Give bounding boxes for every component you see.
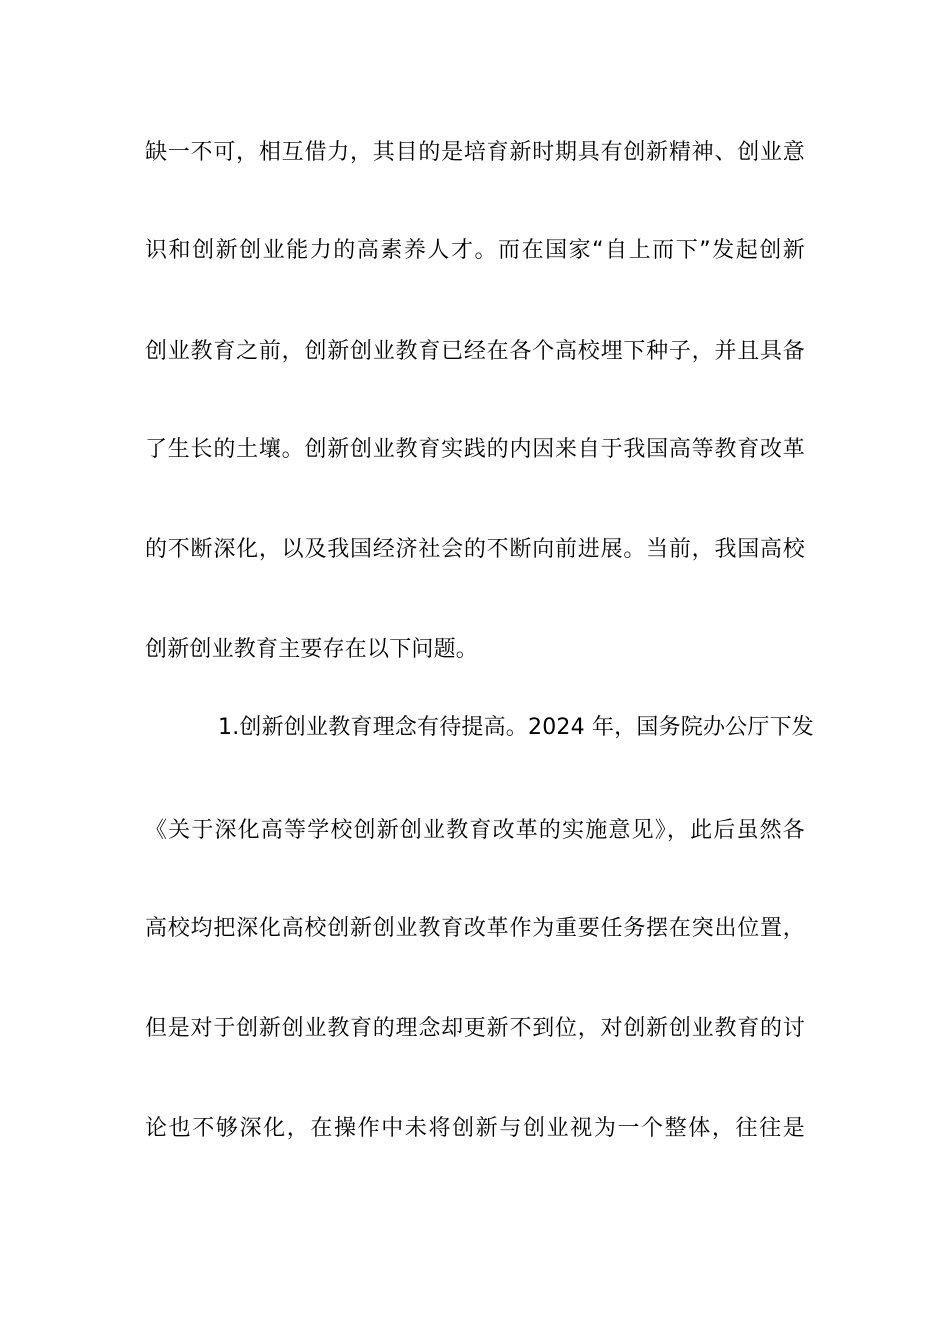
text-line: 的不断深化，以及我国经济社会的不断向前进展。当前，我国高校 (145, 537, 805, 562)
text-line: 识和创新创业能力的高素养人才。而在国家“自上而下”发起创新 (145, 238, 805, 263)
text-line: 创新创业教育主要存在以下问题。 (145, 637, 479, 662)
section-heading-line: 1.创新创业教育理念有待提高。2024 年，国务院办公厅下发 (218, 715, 814, 740)
text-line: 了生长的土壤。创新创业教育实践的内因来自于我国高等教育改革 (145, 437, 805, 462)
text-line: 缺一不可，相互借力，其目的是培育新时期具有创新精神、创业意 (145, 140, 805, 165)
text-line: 论也不够深化，在操作中未将创新与创业视为一个整体，往往是 (145, 1116, 805, 1141)
text-line: 但是对于创新创业教育的理念却更新不到位，对创新创业教育的讨 (145, 1016, 805, 1041)
text-line: 创业教育之前，创新创业教育已经在各个高校埋下种子，并且具备 (145, 339, 805, 364)
text-line: 高校均把深化高校创新创业教育改革作为重要任务摆在突出位置， (145, 916, 805, 941)
text-line: 《关于深化高等学校创新创业教育改革的实施意见》，此后虽然各 (145, 818, 805, 843)
